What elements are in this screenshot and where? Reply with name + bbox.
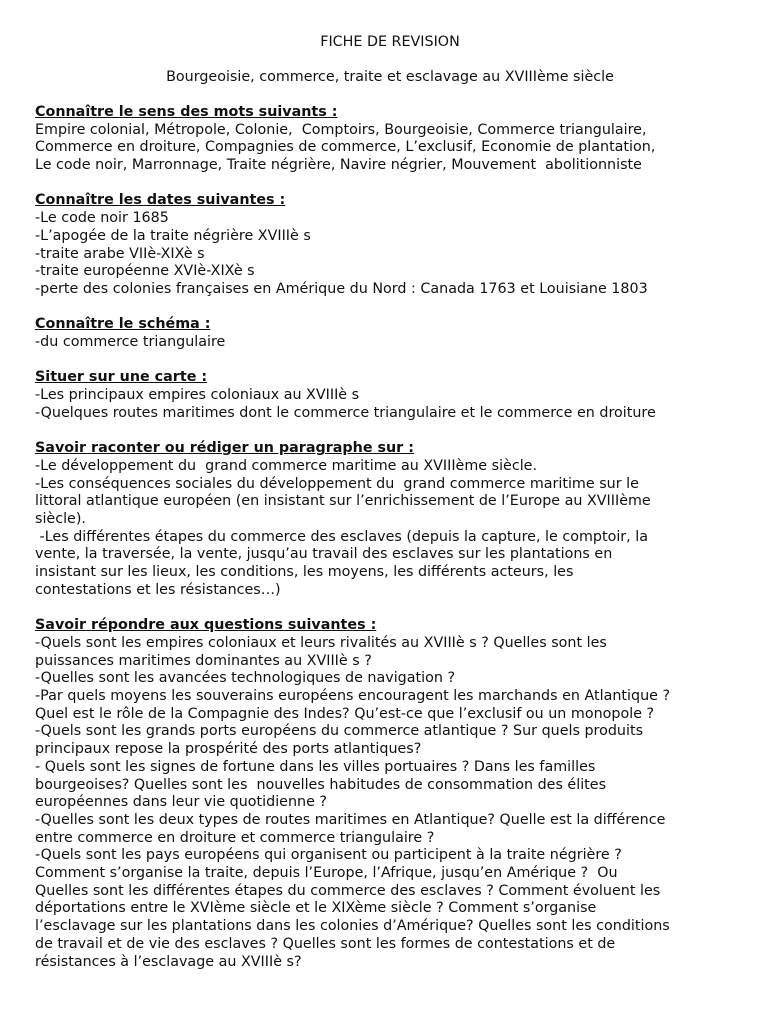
section-line: -traite arabe VIIè-XIXè s xyxy=(35,245,205,262)
section-heading: Situer sur une carte : xyxy=(35,369,208,386)
section-line: -perte des colonies françaises en Amérique du Nord : Canada 1763 et Louisiane 1803 xyxy=(35,280,648,297)
section-heading: Savoir répondre aux questions suivantes : xyxy=(35,617,377,634)
section-line: -Quels sont les grands ports européens du commerce atlantique ? Sur quels produits xyxy=(35,723,644,740)
page-subtitle: Bourgeoisie, commerce, traite et esclavage au XVIIIème siècle xyxy=(166,68,614,85)
section-line: déportations entre le XVIème siècle et le XIXème siècle ? Comment s’organise xyxy=(35,900,597,917)
section-4 xyxy=(35,369,745,422)
section-line: -L’apogée de la traite négrière XVIIIè s xyxy=(35,227,311,244)
section-line: -du commerce triangulaire xyxy=(35,334,226,351)
section-line: Empire colonial, Métropole, Colonie, Comptoirs, Bourgeoisie, Commerce triangulaire, xyxy=(35,121,647,138)
section-line: -Les principaux empires coloniaux au XVIIIè s xyxy=(35,387,360,404)
section-line: entre commerce en droiture et commerce triangulaire ? xyxy=(35,829,435,846)
section-5 xyxy=(35,440,745,599)
section-line: -Quels sont les empires coloniaux et leurs rivalités au XVIIIè s ? Quelles sont les xyxy=(35,634,607,651)
section-line: -Les conséquences sociales du développement du grand commerce maritime sur le xyxy=(35,475,639,492)
section-heading: Savoir raconter ou rédiger un paragraphe sur : xyxy=(35,440,414,457)
section-line: de travail et de vie des esclaves ? Quelles sont les formes de contestations et de xyxy=(35,935,616,952)
sections-container xyxy=(35,104,745,971)
section-heading: Connaître le sens des mots suivants : xyxy=(35,103,338,120)
section-line: principaux repose la prospérité des ports atlantiques? xyxy=(35,741,422,758)
section-line: Quel est le rôle de la Compagnie des Indes? Qu’est-ce que l’exclusif ou un monopole ? xyxy=(35,705,655,722)
section-line: puissances maritimes dominantes au XVIIIè s ? xyxy=(35,652,372,669)
section-line: Commerce en droiture, Compagnies de commerce, L’exclusif, Economie de plantation, xyxy=(35,139,656,156)
section-line: - Quels sont les signes de fortune dans les villes portuaires ? Dans les familles xyxy=(35,758,596,775)
section-heading: Connaître les dates suivantes : xyxy=(35,192,286,209)
section-line: européennes dans leur vie quotidienne ? xyxy=(35,794,328,811)
section-line: contestations et les résistances…) xyxy=(35,581,281,598)
section-line: vente, la traversée, la vente, jusqu’au travail des esclaves sur les plantations en xyxy=(35,546,613,563)
section-1 xyxy=(35,104,745,175)
section-line: -Le code noir 1685 xyxy=(35,210,169,227)
section-line: -Les différentes étapes du commerce des esclaves (depuis la capture, le comptoir, la xyxy=(35,528,648,545)
section-line: Le code noir, Marronnage, Traite négrière, Navire négrier, Mouvement abolitionniste xyxy=(35,157,642,174)
section-heading: Connaître le schéma : xyxy=(35,316,211,333)
section-line: siècle). xyxy=(35,511,86,528)
section-line: -Le développement du grand commerce maritime au XVIIIème siècle. xyxy=(35,457,538,474)
section-line: résistances à l’esclavage au XVIIIè s? xyxy=(35,953,302,970)
section-line: Quelles sont les différentes étapes du commerce des esclaves ? Comment évoluent les xyxy=(35,882,661,899)
section-line: -traite européenne XVIè-XIXè s xyxy=(35,263,255,280)
section-line: bourgeoises? Quelles sont les nouvelles habitudes de consommation des élites xyxy=(35,776,607,793)
section-line: Comment s’organise la traite, depuis l’Europe, l’Afrique, jusqu’en Amérique ? Ou xyxy=(35,865,618,882)
section-3 xyxy=(35,316,745,351)
section-line: l’esclavage sur les plantations dans les colonies d’Amérique? Quelles sont les conditions xyxy=(35,918,670,935)
section-6 xyxy=(35,617,745,971)
section-line: -Quelles sont les avancées technologiques de navigation ? xyxy=(35,670,456,687)
section-line: insistant sur les lieux, les conditions, les moyens, les différents acteurs, les xyxy=(35,564,574,581)
section-line: -Quelques routes maritimes dont le commerce triangulaire et le commerce en droiture xyxy=(35,404,656,421)
page-title: FICHE DE REVISION xyxy=(320,34,460,50)
section-line: -Quelles sont les deux types de routes maritimes en Atlantique? Quelle est la différence xyxy=(35,811,666,828)
section-line: -Quels sont les pays européens qui organisent ou participent à la traite négrière ? xyxy=(35,847,622,864)
revision-sheet xyxy=(35,34,745,989)
section-2 xyxy=(35,192,745,298)
section-line: -Par quels moyens les souverains européens encouragent les marchands en Atlantique ? xyxy=(35,688,671,705)
section-line: littoral atlantique européen (en insistant sur l’enrichissement de l’Europe au XVIIIème xyxy=(35,493,651,510)
